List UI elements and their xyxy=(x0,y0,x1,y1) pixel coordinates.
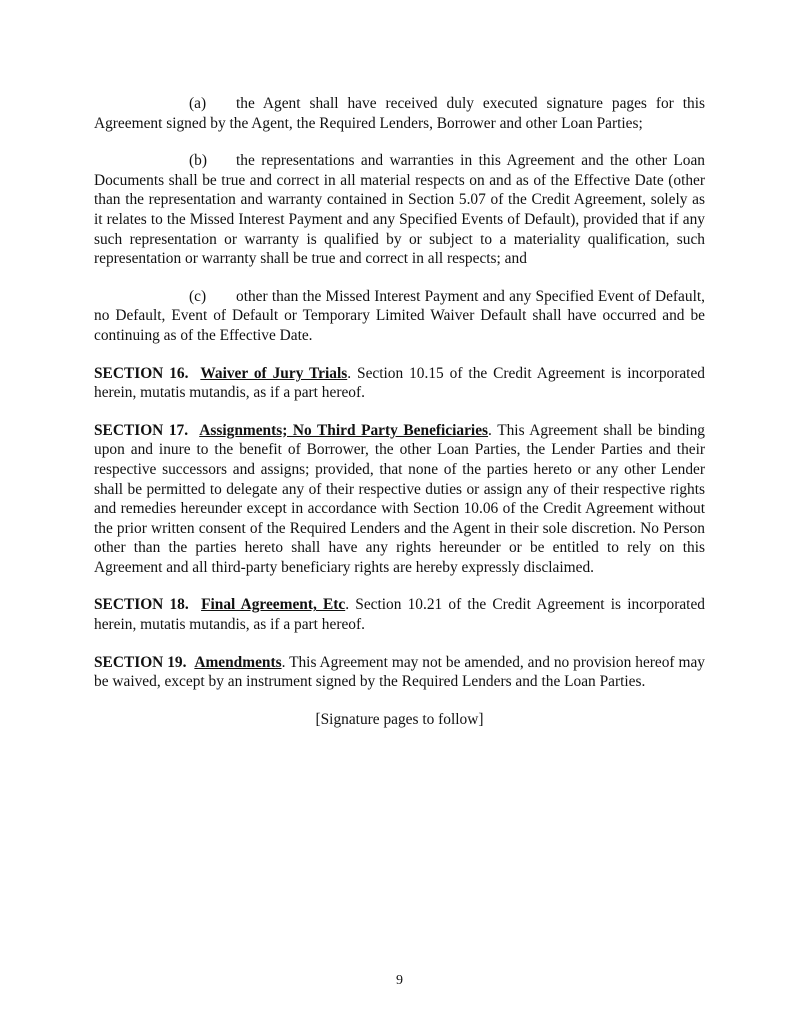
section-label: SECTION 18. xyxy=(94,596,189,614)
clause-text: other than the Missed Interest Payment and any Specified Event of Default, no Default, Event of Default or Temporary Limited Waiver Default shall have occurred and be continuing as of the Effective Date. xyxy=(94,287,705,344)
page-number: 9 xyxy=(396,973,403,988)
section-title: Final Agreement, Etc xyxy=(201,596,346,614)
clause-a xyxy=(94,94,705,133)
section-title: Waiver of Jury Trials xyxy=(200,364,348,382)
section-title: Amendments xyxy=(194,653,282,671)
signature-pages-note: [Signature pages to follow] xyxy=(315,710,484,728)
section-17 xyxy=(94,421,705,578)
section-text: . This Agreement may not be amended, and no provision hereof may be waived, except by an instrument signed by the Required Lenders and the Loan Parties. xyxy=(94,653,705,691)
section-label: SECTION 19. xyxy=(94,653,187,671)
section-text: . Section 10.21 of the Credit Agreement is incorporated herein, mutatis mutandis, as if a part hereof. xyxy=(94,596,705,634)
clause-label: (a) xyxy=(189,95,207,112)
clause-c xyxy=(94,287,705,346)
section-16 xyxy=(94,364,705,403)
clause-label: (b) xyxy=(189,152,207,170)
section-label: SECTION 16. xyxy=(94,364,189,382)
clause-label: (c) xyxy=(189,287,207,305)
section-text: . This Agreement shall be binding upon and inure to the benefit of Borrower, the other Loan Parties, the Lender Parties and their respective successors and assigns; provided, that none of the parties hereto or any other Lender shall be permitted to delegate any of their respective duties or assign any of their respective rights and remedies hereunder except in accordance with Section 10.06 of the Credit Agreement without the prior written consent of the Required Lenders and the Agent in their sole discretion. No Person other than the parties hereto shall have any rights hereunder or be entitled to rely on this Agreement and all third-party beneficiary rights are hereby expressly disclaimed. xyxy=(94,421,706,576)
clause-text: the representations and warranties in this Agreement and the other Loan Documents shall be true and correct in all material respects on and as of the Effective Date (other than the representation and warranty contained in Section 5.07 of the Credit Agreement, solely as it relates to the Missed Interest Payment and any Specified Events of Default), provided that if any such representation or warranty is qualified by or subject to a materiality qualification, such representation or warranty shall be true and correct in all respects; and xyxy=(94,152,705,268)
clause-text: the Agent shall have received duly executed signature pages for this Agreement signed by the Agent, the Required Lenders, Borrower and other Loan Parties; xyxy=(94,95,705,132)
section-18 xyxy=(94,595,705,634)
section-19 xyxy=(94,653,705,692)
section-title: Assignments; No Third Party Beneficiaries xyxy=(199,421,489,439)
section-label: SECTION 17. xyxy=(94,421,189,439)
section-text: . Section 10.15 of the Credit Agreement is incorporated herein, mutatis mutandis, as if a part hereof. xyxy=(94,364,705,402)
document-body xyxy=(94,94,705,747)
clause-b xyxy=(94,151,705,269)
